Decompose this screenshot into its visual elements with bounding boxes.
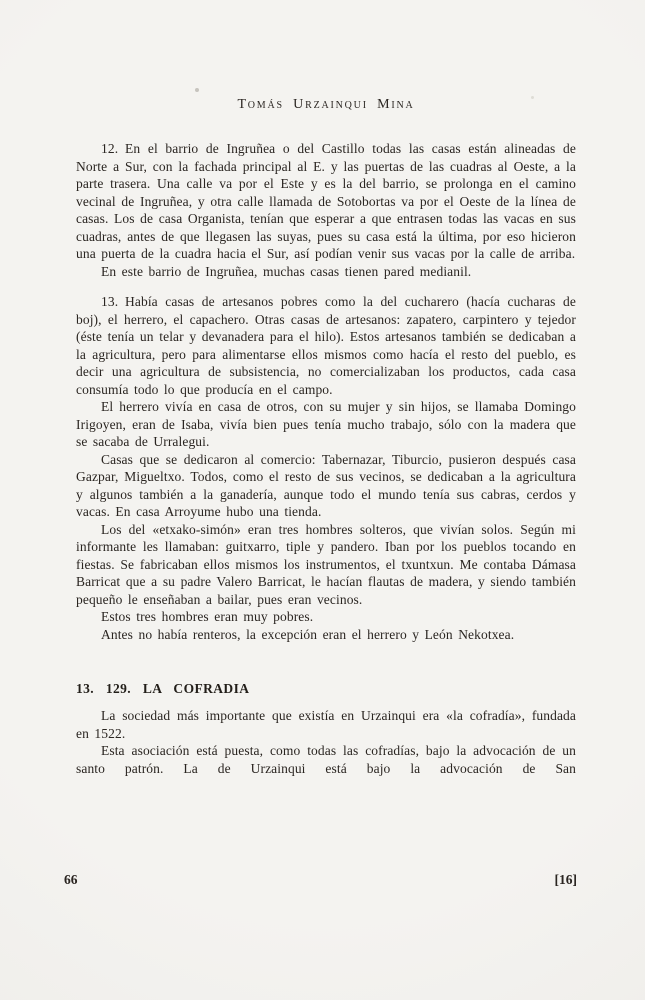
scan-speck bbox=[195, 88, 199, 92]
paragraph-cofradia-fundacion: La sociedad más importante que existía en Urzainqui era «la cofradía», fundada en 1522. bbox=[76, 708, 576, 741]
running-header-author: Tomás Urzainqui Mina bbox=[237, 97, 415, 112]
page-footer bbox=[64, 872, 577, 888]
running-header bbox=[76, 97, 576, 113]
page-number: 66 bbox=[64, 872, 78, 887]
paragraph-renteros: Antes no había renteros, la excepción eran el herrero y León Nekotxea. bbox=[101, 626, 515, 642]
paragraph-etxako-simon: Los del «etxako-simón» eran tres hombres solteros, que vivían solos. Según mi informante les llamaban: guitxarro, tiple y pandero. Iban por los pueblos tocando en fiestas. Se fabricaban ellos mismos los instrumentos, el txuntxun. Me contaba Dámasa Barricat que a su padre Valero Barricat, le hacían flautas de madera, y siendo también pequeño le enseñaban a bailar, pues eran vecinos. bbox=[76, 521, 576, 607]
paragraph-cofradia-advocacion: Esta asociación está puesta, como todas las cofradías, bajo la advocación de un santo patrón. La de Urzainqui está bajo la advocación de San bbox=[76, 743, 576, 776]
paragraph-12-barrio-ingrunea: 12. En el barrio de Ingruñea o del Castillo todas las casas están alineadas de Norte a Sur, con la fachada principal al E. y las puertas de las cuadras al Oeste, a la parte trasera. Una calle va por el Este y es la del barrio, se prolonga en el camino vecinal de Ingruñea, y otra calle llamada de Sotobortas va por el Oeste de la línea de casas. Los de casa Organista, tenían que esperar a que entrasen todas las vacas en sus cuadras, antes de que llegasen las suyas, pues su casa está la última, por eso hicieron una puerta de la cuadra hacia el Sur, así podían venir sus vacas por la calle de arriba. bbox=[76, 141, 576, 261]
paragraph-pared-medianil: En este barrio de Ingruñea, muchas casas tienen pared medianil. bbox=[101, 263, 472, 279]
section-heading-la-cofradia: 13. 129. LA COFRADIA bbox=[76, 681, 250, 696]
paragraph-muy-pobres: Estos tres hombres eran muy pobres. bbox=[101, 609, 314, 624]
bracketed-section-number: [16] bbox=[554, 872, 577, 887]
paragraph-13-artesanos: 13. Había casas de artesanos pobres como la del cucharero (hacía cucharas de boj), el herrero, el capachero. Otras casas de artesanos: zapatero, carpintero y tejedor (éste tenía un telar y devanadera para el hilo). Estos artesanos también se dedicaban a la agricultura, pero para alimentarse ellos mismos como hacía el resto del pueblo, es decir una agricultura de subsistencia, no comercializaban los productos, cada casa consumía todo lo que producía en el campo. bbox=[76, 294, 576, 397]
paragraph-comercio: Casas que se dedicaron al comercio: Tabernazar, Tiburcio, pusieron después casa Gazpar, Migueltxo. Todos, como el resto de sus vecinos, se dedicaban a la agricultura y algunos también a la ganadería, aunque todo el mundo tenía sus cabras, cerdos y vacas. En casa Arroyume hubo una tienda. bbox=[76, 451, 576, 519]
page-body bbox=[76, 140, 576, 777]
paragraph-herrero: El herrero vivía en casa de otros, con su mujer y sin hijos, se llamaba Domingo Irigoyen, eran de Isaba, vivía bien pues tenía mucho trabajo, sólo con la madera que se sacaba de Urralegui. bbox=[76, 399, 576, 449]
